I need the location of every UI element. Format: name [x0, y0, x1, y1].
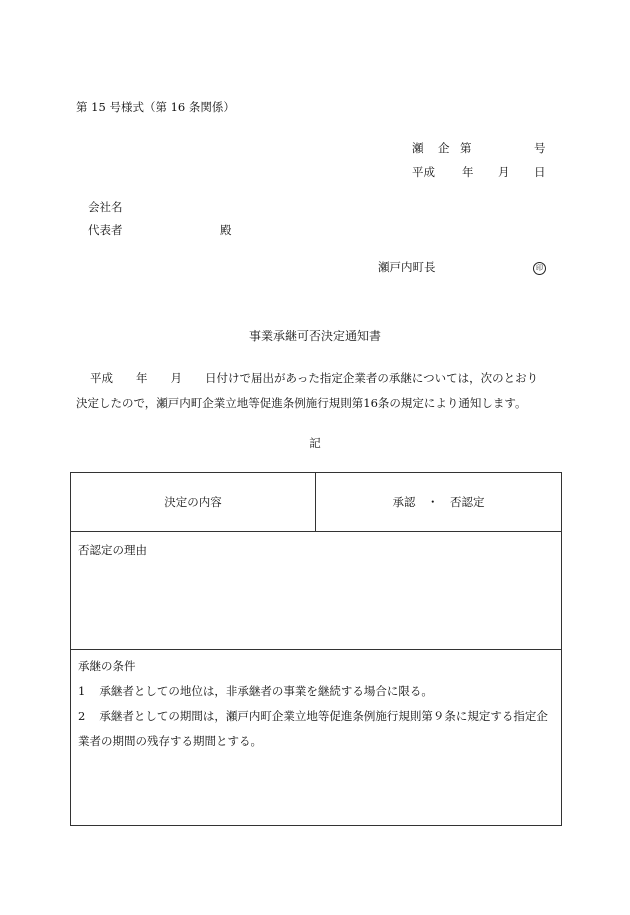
honorific: 殿 — [220, 223, 232, 237]
body-era: 平成 — [90, 371, 113, 385]
doc-number-prefix2: 企 — [438, 141, 450, 155]
decision-label-cell — [71, 473, 316, 532]
condition-number: 2 — [78, 709, 86, 723]
conditions-label: 承継の条件 — [78, 659, 136, 673]
body-year: 年 — [136, 371, 148, 385]
condition-number: 1 — [78, 684, 86, 698]
seal-icon: 印 — [533, 262, 546, 275]
decision-label: 決定の内容 — [164, 495, 222, 509]
conditions-row — [71, 650, 562, 826]
body-line-1 — [76, 366, 558, 391]
reason-cell — [71, 532, 562, 650]
body-line-2: 決定したので，瀬戸内町企業立地等促進条例施行規則第16条の規定により通知します。 — [76, 396, 527, 410]
decision-table — [70, 472, 562, 826]
date-year: 年 — [462, 165, 474, 179]
decision-options-cell — [316, 473, 562, 532]
company-label: 会社名 — [88, 200, 123, 214]
doc-number-dai: 第 — [460, 141, 472, 155]
date-month: 月 — [498, 165, 510, 179]
date-era: 平成 — [412, 165, 435, 179]
seal-mark — [533, 261, 546, 275]
reason-label: 否認定の理由 — [78, 543, 147, 557]
doc-number-go: 号 — [534, 141, 546, 155]
doc-number-prefix1: 瀬 — [412, 141, 424, 155]
body-line1-rest: 日付けで届出があった指定企業者の承継については，次のとおり — [205, 371, 539, 385]
body-paragraph — [76, 366, 558, 416]
issuer-title: 瀬戸内町長 — [378, 260, 436, 274]
ki-heading: 記 — [309, 436, 321, 450]
decision-options: 承認 ・ 否認定 — [392, 495, 485, 509]
decision-row — [71, 473, 562, 532]
condition-item — [78, 679, 561, 704]
conditions-cell — [71, 650, 562, 826]
conditions-list — [71, 679, 561, 754]
reason-row — [71, 532, 562, 650]
document-title: 事業承継可否決定通知書 — [248, 329, 381, 343]
condition-item — [78, 704, 556, 754]
body-month: 月 — [170, 371, 182, 385]
condition-text: 承継者としての期間は，瀬戸内町企業立地等促進条例施行規則第９条に規定する指定企業者の期間の残存する期間とする。 — [78, 709, 548, 748]
form-number: 第 15 号様式（第 16 条関係） — [76, 100, 235, 114]
date-day: 日 — [534, 165, 546, 179]
representative-label: 代表者 — [88, 223, 123, 237]
condition-text: 承継者としての地位は，非承継者の事業を継続する場合に限る。 — [99, 684, 433, 698]
